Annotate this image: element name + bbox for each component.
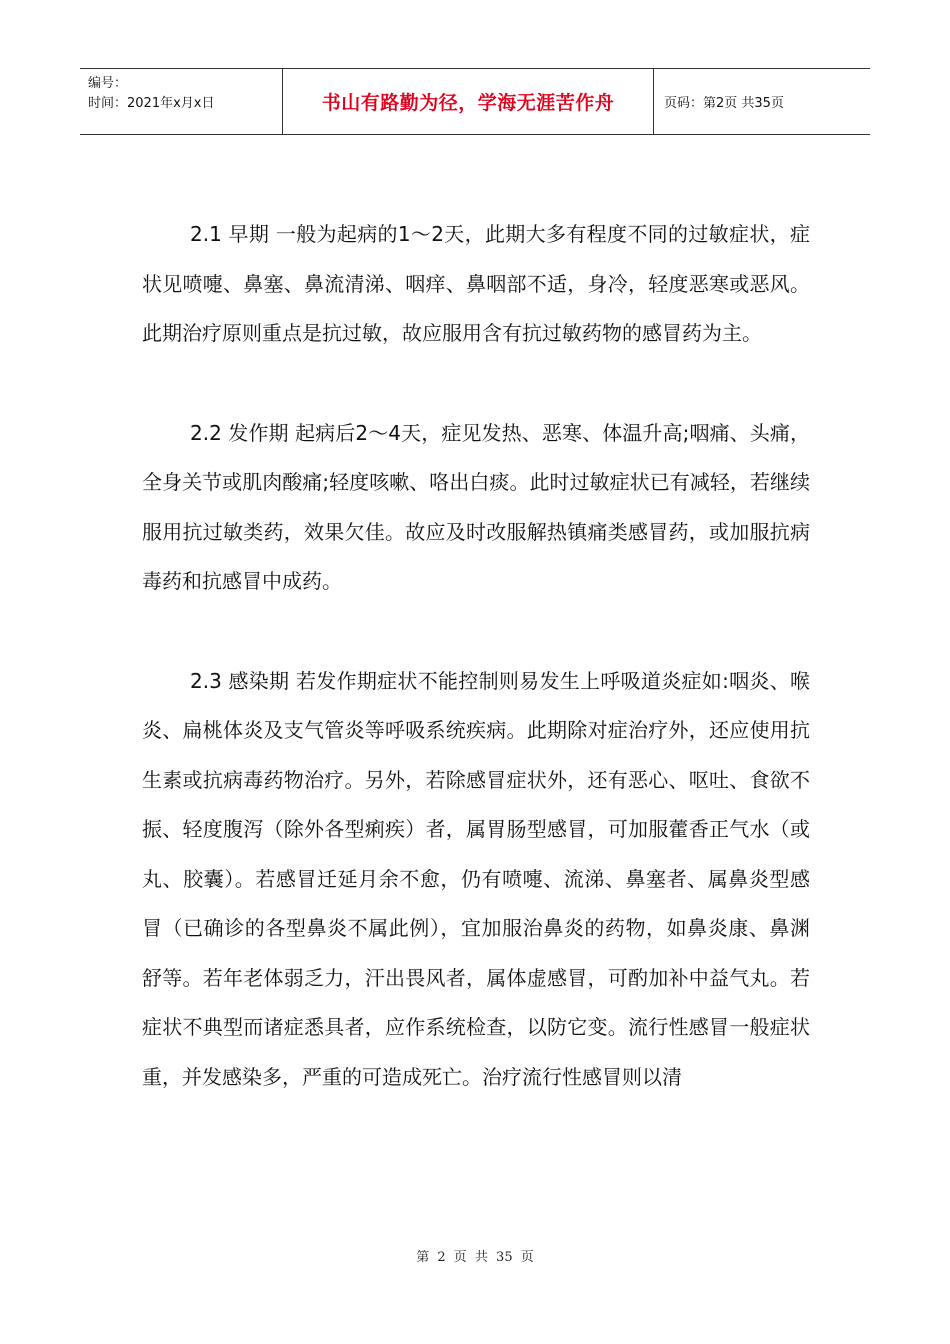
document-time-label: 时间：2021年x月x日: [88, 96, 215, 111]
page-header: [80, 68, 870, 135]
paragraph-early-stage: 2.1 早期 一般为起病的1～2天，此期大多有程度不同的过敏症状，症状见喷嚏、鼻塞、鼻流清涕、咽痒、鼻咽部不适，身冷，轻度恶寒或恶风。此期治疗原则重点是抗过敏，故应服用含有抗过敏药物的感冒药为主。: [142, 222, 810, 345]
paragraph-onset-stage: 2.2 发作期 起病后2～4天，症见发热、恶寒、体温升高;咽痛、头痛，全身关节或肌肉酸痛;轻度咳嗽、咯出白痰。此时过敏症状已有减轻，若继续服用抗过敏类药，效果欠佳。故应及时改服解热镇痛类感冒药，或加服抗病毒药和抗感冒中成药。: [142, 420, 810, 593]
header-motto: 书山有路勤为径，学海无涯苦作舟: [282, 69, 654, 134]
header-page-number: 页码：第2页 共35页: [664, 96, 784, 111]
paragraph-infection-stage: 2.3 感染期 若发作期症状不能控制则易发生上呼吸道炎症如:咽炎、喉炎、扁桃体炎及支气管炎等呼吸系统疾病。此期除对症治疗外，还应使用抗生素或抗病毒药物治疗。另外，若除感冒症状外，还有恶心、呕吐、食欲不振、轻度腹泻（除外各型痢疾）者，属胃肠型感冒，可加服藿香正气水（或丸、胶囊）。若感冒迁延月余不愈，仍有喷嚏、流涕、鼻塞者、属鼻炎型感冒（已确诊的各型鼻炎不属此例），宜加服治鼻炎的药物，如鼻炎康、鼻渊舒等。若年老体弱乏力，汗出畏风者，属体虚感冒，可酌加补中益气丸。若症状不典型而诸症悉具者，应作系统检查，以防它变。流行性感冒一般症状重，并发感染多，严重的可造成死亡。治疗流行性感冒则以清: [142, 668, 810, 1089]
header-meta: [80, 69, 282, 134]
page-footer: 第 2 页 共 35 页: [416, 1250, 534, 1265]
document-body: [142, 210, 810, 1152]
document-number-label: 编号：: [88, 76, 128, 91]
